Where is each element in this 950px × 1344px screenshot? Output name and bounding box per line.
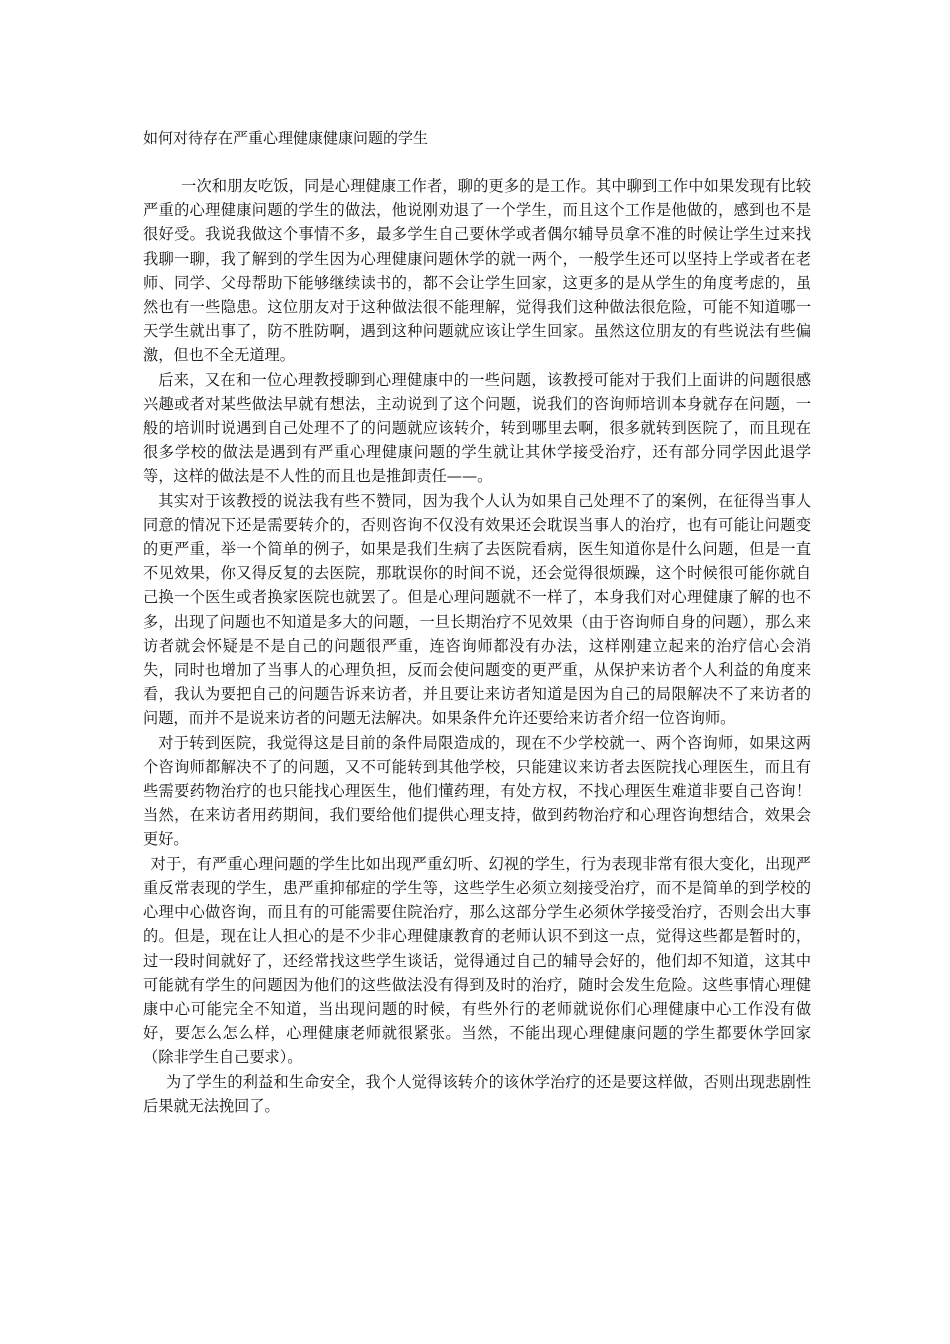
document-title: 如何对待存在严重心理健康健康问题的学生 [143, 129, 429, 147]
paragraph-5: 对于，有严重心理问题的学生比如出现严重幻听、幻视的学生，行为表现非常有很大变化，出现严重反常表现的学生，患严重抑郁症的学生等，这些学生必须立刻接受治疗，而不是简单的到学校的心理中心做咨询，而且有的可能需要住院治疗，那么这部分学生必须休学接受治疗，否则会出大事的。但是，现在让人担心的是不少非心理健康教育的老师认识不到这一点，觉得这些都是暂时的，过一段时间就好了，还经常找这些学生谈话，觉得通过自己的辅导会好的，他们却不知道，这其中可能就有学生的问题因为他们的这些做法没有得到及时的治疗，随时会发生危险。这些事情心理健康中心可能完全不知道，当出现问题的时候，有些外行的老师就说你们心理健康中心工作没有做好，要怎么怎么样，心理健康老师就很紧张。当然，不能出现心理健康问题的学生都要休学回家（除非学生自己要求）。 [143, 854, 811, 1067]
paragraph-4: 对于转到医院，我觉得这是目前的条件局限造成的，现在不少学校就一、两个咨询师，如果这两个咨询师都解决不了的问题，又不可能转到其他学校，只能建议来访者去医院找心理医生，而且有些需要药物治疗的也只能找心理医生，他们懂药理，有处方权，不找心理医生难道非要自己咨询！当然，在来访者用药期间，我们要给他们提供心理支持，做到药物治疗和心理咨询想结合，效果会更好。 [143, 733, 811, 849]
document-page [143, 126, 811, 1118]
paragraph-3: 其实对于该教授的说法我有些不赞同，因为我个人认为如果自己处理不了的案例，在征得当事人同意的情况下还是需要转介的，否则咨询不仅没有效果还会耽误当事人的治疗，也有可能让问题变的更严重，举一个简单的例子，如果是我们生病了去医院看病，医生知道你是什么问题，但是一直不见效果，你又得反复的去医院，那耽误你的时间不说，还会觉得很烦躁，这个时候很可能你就自己换一个医生或者换家医院也就罢了。但是心理问题就不一样了，本身我们对心理健康了解的也不多，出现了问题也不知道是多大的问题，一旦长期治疗不见效果（由于咨询师自身的问题），那么来访者就会怀疑是不是自己的问题很严重，连咨询师都没有办法，这样刚建立起来的治疗信心会消失，同时也增加了当事人的心理负担，反而会使问题变的更严重，从保护来访者个人利益的角度来看，我认为要把自己的问题告诉来访者，并且要让来访者知道是因为自己的局限解决不了来访者的问题，而并不是说来访者的问题无法解决。如果条件允许还要给来访者介绍一位咨询师。 [143, 491, 811, 728]
document-body [143, 174, 811, 1118]
paragraph-2: 后来，又在和一位心理教授聊到心理健康中的一些问题，该教授可能对于我们上面讲的问题很感兴趣或者对某些做法早就有想法，主动说到了这个问题，说我们的咨询师培训本身就存在问题，一般的培训时说遇到自己处理不了的问题就应该转介，转到哪里去啊，很多就转到医院了，而且现在很多学校的做法是遇到有严重心理健康问题的学生就让其休学接受治疗，还有部分同学因此退学等，这样的做法是不人性的而且也是推卸责任——。 [143, 370, 811, 486]
paragraph-6: 为了学生的利益和生命安全，我个人觉得该转介的该休学治疗的还是要这样做，否则出现悲剧性后果就无法挽回了。 [143, 1072, 811, 1115]
paragraph-1: 一次和朋友吃饭，同是心理健康工作者，聊的更多的是工作。其中聊到工作中如果发现有比较严重的心理健康问题的学生的做法，他说刚劝退了一个学生，而且这个工作是他做的，感到也不是很好受。我说我做这个事情不多，最多学生自己要休学或者偶尔辅导员拿不准的时候让学生过来找我聊一聊，我了解到的学生因为心理健康问题休学的就一两个，一般学生还可以坚持上学或者在老师、同学、父母帮助下能够继续读书的，都不会让学生回家，这更多的是从学生的角度考虑的，虽然也有一些隐患。这位朋友对于这种做法很不能理解，觉得我们这种做法很危险，可能不知道哪一天学生就出事了，防不胜防啊，遇到这种问题就应该让学生回家。虽然这位朋友的有些说法有些偏激，但也不全无道理。 [143, 177, 811, 365]
